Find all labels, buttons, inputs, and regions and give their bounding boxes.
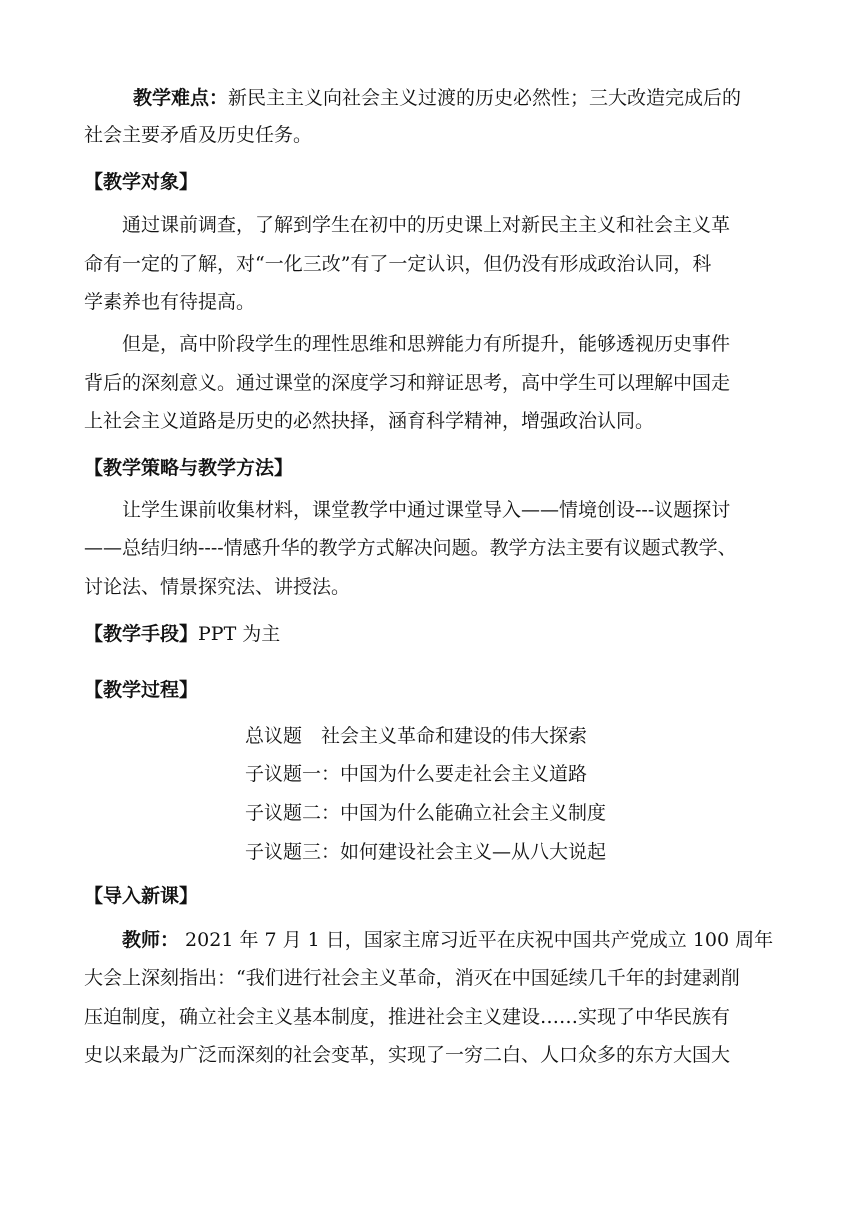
audience-p2-line-1: 但是，高中阶段学生的理性思维和思辨能力有所提升，能够透视历史事件 <box>122 333 731 355</box>
means-text: PPT 为主 <box>198 623 281 645</box>
strategy-line-3: 讨论法、情景探究法、讲授法。 <box>84 576 351 598</box>
difficulty-line-2: 社会主要矛盾及历史任务。 <box>84 124 313 146</box>
heading-means: 【教学手段】 <box>84 623 199 645</box>
strategy-line-1: 让学生课前收集材料，课堂教学中通过课堂导入——情境创设---议题探讨 <box>122 499 731 521</box>
intro-speaker: 教师： <box>122 929 180 951</box>
strategy-line-2: ——总结归纳----情感升华的教学方式解决问题。教学方法主要有议题式教学、 <box>84 537 737 559</box>
intro-line-4: 史以来最为广泛而深刻的社会变革，实现了一穷二白、人口众多的东方大国大 <box>84 1044 731 1066</box>
heading-audience: 【教学对象】 <box>84 171 199 193</box>
intro-line-3: 压迫制度，确立社会主义基本制度，推进社会主义建设……实现了中华民族有 <box>84 1006 731 1028</box>
topic-sub-2: 子议题二：中国为什么能确立社会主义制度 <box>245 802 607 824</box>
audience-p1-line-3: 学素养也有待提高。 <box>84 291 256 313</box>
difficulty-label: 教学难点： <box>133 87 229 109</box>
heading-process: 【教学过程】 <box>84 679 199 701</box>
heading-strategy: 【教学策略与教学方法】 <box>84 457 294 479</box>
intro-line-1 <box>122 924 774 956</box>
difficulty-line-1 <box>133 82 785 114</box>
heading-intro: 【导入新课】 <box>84 885 199 907</box>
means-line <box>84 618 774 650</box>
topic-main: 总议题 社会主义革命和建设的伟大探索 <box>245 725 588 747</box>
audience-p1-line-2: 命有一定的了解，对“一化三改”有了一定认识，但仍没有形成政治认同，科 <box>84 253 712 275</box>
topic-sub-3: 子议题三：如何建设社会主义—从八大说起 <box>245 841 607 863</box>
topic-sub-1: 子议题一：中国为什么要走社会主义道路 <box>245 763 588 785</box>
intro-line-2: 大会上深刻指出：“我们进行社会主义革命，消灭在中国延续几千年的封建剥削 <box>84 967 740 989</box>
intro-text-1: 2021 年 7 月 1 日，国家主席习近平在庆祝中国共产党成立 100 周年 <box>179 929 774 951</box>
audience-p1-line-1: 通过课前调查，了解到学生在初中的历史课上对新民主主义和社会主义革 <box>122 214 731 236</box>
difficulty-text: 新民主主义向社会主义过渡的历史必然性；三大改造完成后的 <box>228 87 742 109</box>
audience-p2-line-2: 背后的深刻意义。通过课堂的深度学习和辩证思考，高中学生可以理解中国走 <box>84 372 731 394</box>
audience-p2-line-3: 上社会主义道路是历史的必然抉择，涵育科学精神，增强政治认同。 <box>84 410 655 432</box>
